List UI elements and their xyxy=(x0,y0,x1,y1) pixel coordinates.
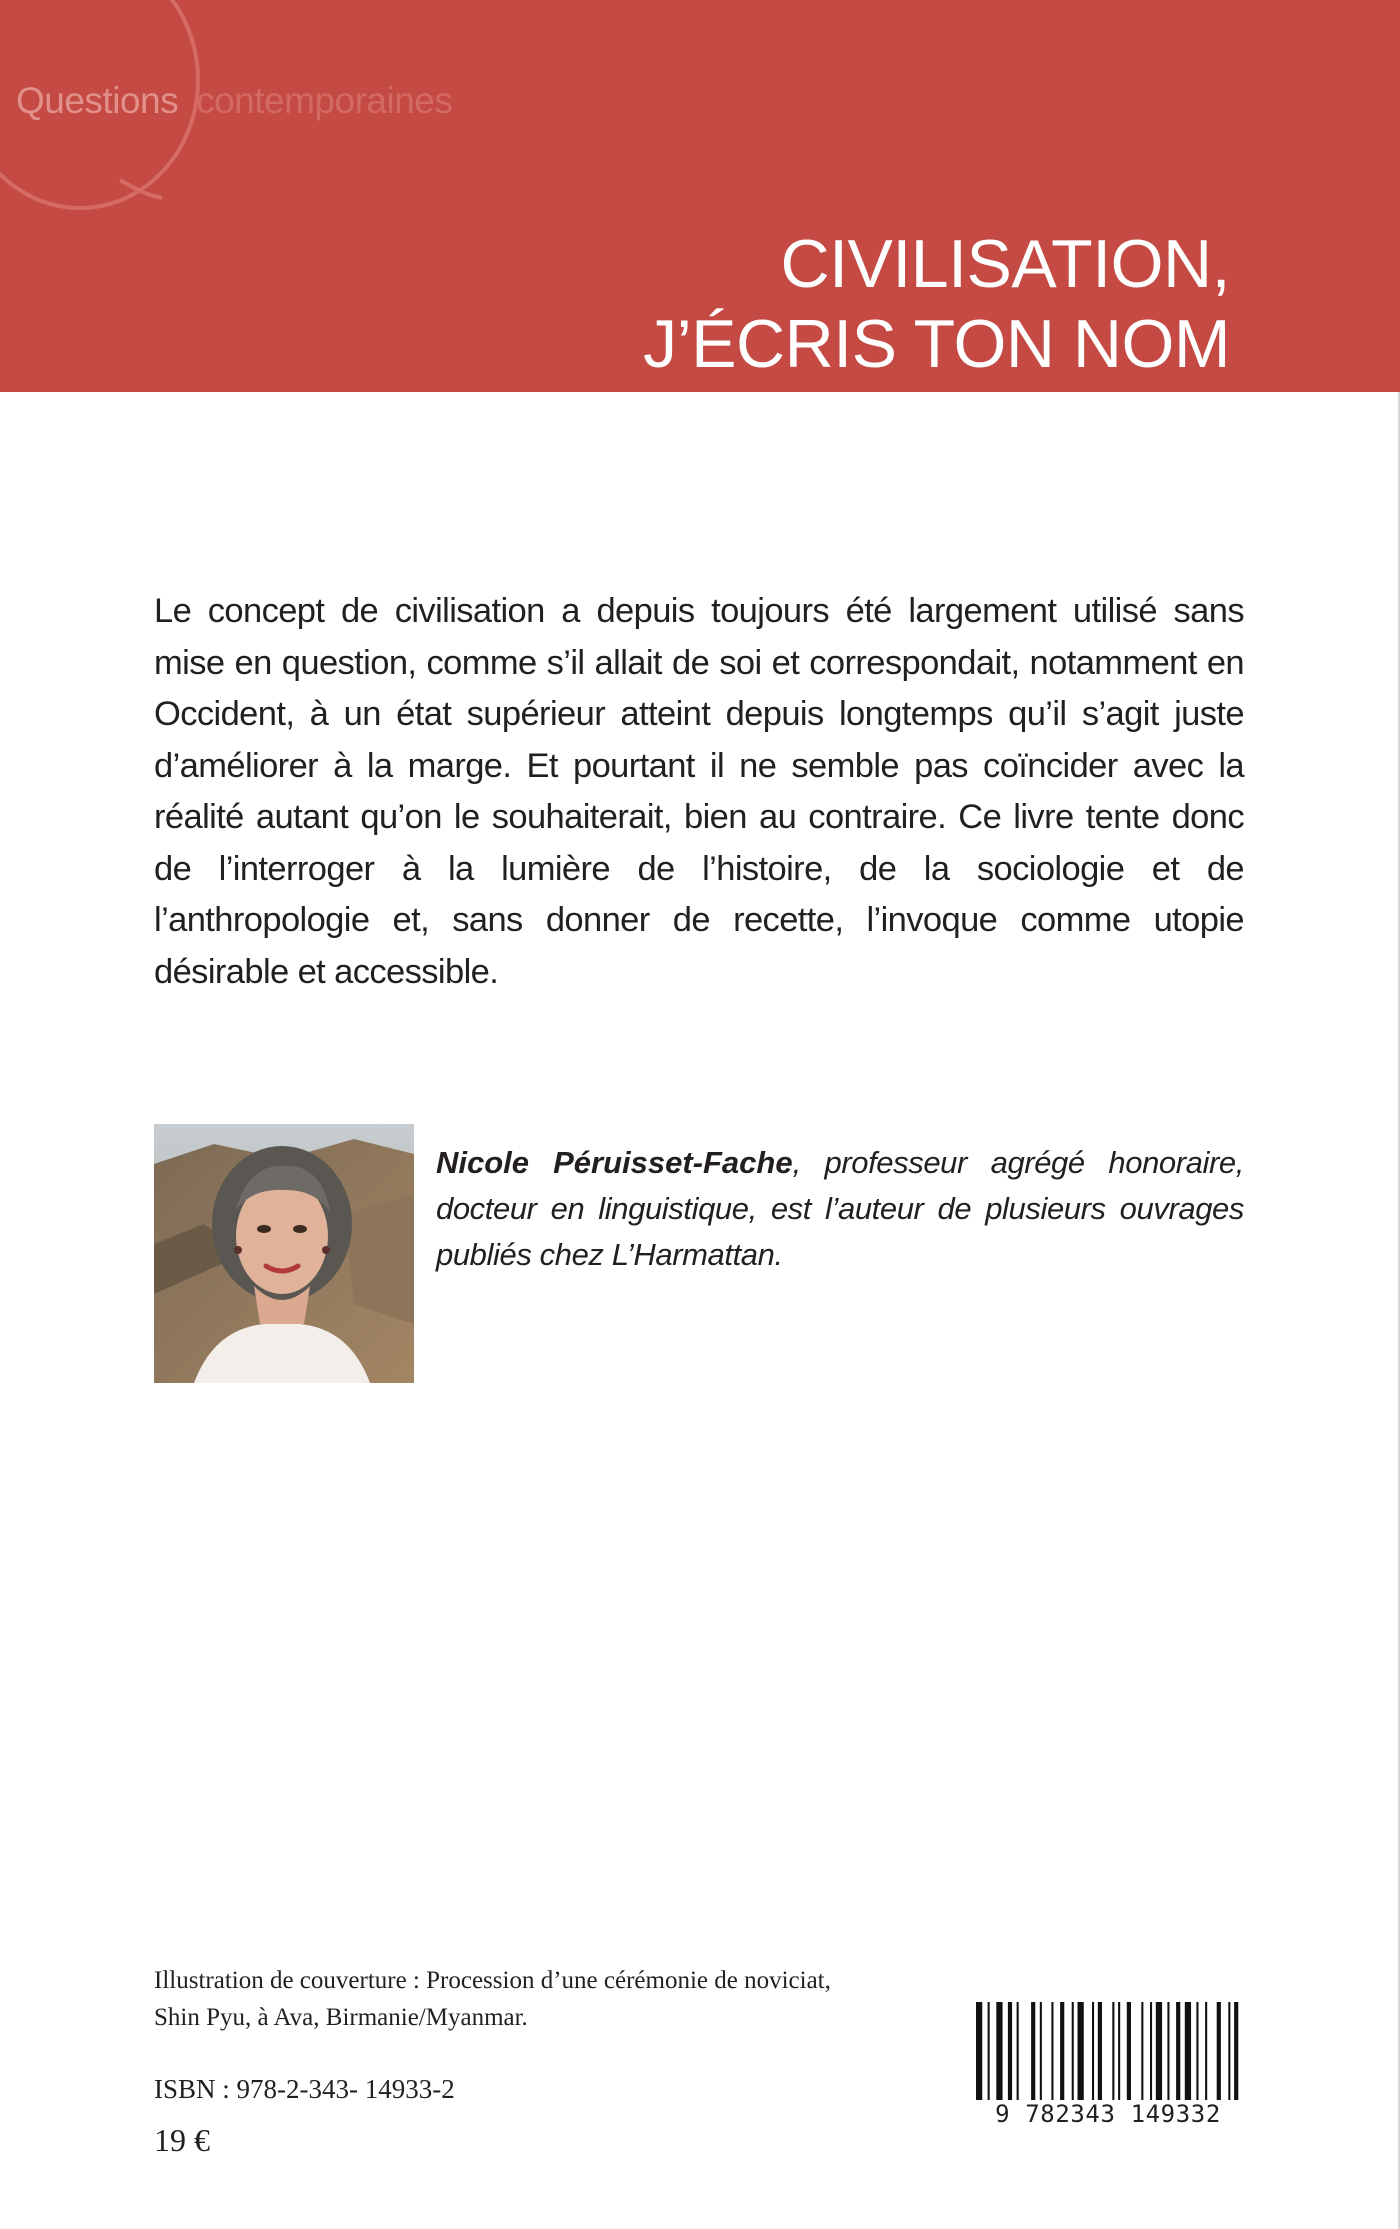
barcode-bar xyxy=(1167,2002,1169,2102)
barcode-bar xyxy=(1176,2002,1180,2102)
book-title-line-1: CIVILISATION, xyxy=(780,225,1230,302)
isbn: ISBN : 978-2-343- 14933-2 xyxy=(154,2074,455,2104)
barcode-bar xyxy=(1060,2002,1064,2102)
barcode-bar xyxy=(1031,2002,1035,2102)
barcode-bar xyxy=(1017,2002,1019,2102)
series-word-contemporaines: contemporaines xyxy=(196,80,453,121)
barcode-bar xyxy=(1196,2002,1198,2102)
author-bio-text: , professeur agrégé honoraire, docteur en linguistique, est l’auteur de plusieurs ouvrages publiés chez L’Harmattan. xyxy=(436,1145,1244,1272)
barcode-bar xyxy=(1127,2002,1131,2102)
cover-header-band xyxy=(0,0,1400,392)
credit-line-2: Shin Pyu, à Ava, Birmanie/Myanmar. xyxy=(154,2004,528,2031)
book-title-line-2: J’ÉCRIS TON NOM xyxy=(643,305,1230,382)
barcode-bar xyxy=(1078,2002,1084,2102)
barcode-bar xyxy=(1098,2002,1102,2102)
barcode-digits: 9 782343 149332 xyxy=(972,2100,1244,2128)
barcode-bar xyxy=(1072,2002,1074,2102)
barcode xyxy=(972,2002,1244,2127)
barcode-bar xyxy=(1008,2002,1012,2102)
barcode-bar xyxy=(1234,2002,1238,2102)
barcode-bar xyxy=(988,2002,990,2102)
barcode-bars-icon xyxy=(972,2002,1244,2102)
barcode-bar xyxy=(1051,2002,1053,2102)
credit-line-1: Illustration de couverture : Procession d’une cérémonie de noviciat, xyxy=(154,1967,831,1994)
author-bio xyxy=(436,1140,1244,1278)
barcode-bar xyxy=(976,2002,982,2102)
barcode-bar xyxy=(1118,2002,1120,2102)
author-portrait-icon xyxy=(154,1124,414,1383)
author-portrait-photo xyxy=(154,1124,414,1383)
barcode-bar xyxy=(1205,2002,1207,2102)
barcode-bar xyxy=(1185,2002,1191,2102)
barcode-bar xyxy=(1150,2002,1152,2102)
cover-illustration-credit xyxy=(154,1962,954,2036)
price: 19 € xyxy=(154,2122,210,2158)
series-word-questions: Questions xyxy=(16,80,179,121)
series-q-logo-icon xyxy=(0,0,230,250)
barcode-bar xyxy=(1092,2002,1094,2102)
series-name xyxy=(16,80,452,122)
barcode-bar xyxy=(996,2002,1002,2102)
barcode-bar xyxy=(1217,2002,1221,2102)
barcode-bar xyxy=(1141,2002,1143,2102)
barcode-bar xyxy=(1040,2002,1042,2102)
barcode-bar xyxy=(1156,2002,1162,2102)
back-cover-blurb: Le concept de civilisation a depuis toujours été largement utilisé sans mise en question, comme s’il allait de soi et correspondait, notamment en Occident, à un état supérieur atteint depuis longtemps qu’il s’agit juste d’améliorer à la marge. Et pourtant il ne semble pas coïncider avec la réalité autant qu’on le souhaiterait, bien au contraire. Ce livre tente donc de l’interroger à la lumière de l’histoire, de la sociologie et de l’anthropologie et, sans donner de recette, l’invoque comme utopie désirable et accessible. xyxy=(154,592,1244,991)
book-title xyxy=(643,224,1230,384)
author-name: Nicole Péruisset-Fache xyxy=(436,1145,793,1180)
barcode-bar xyxy=(1112,2002,1114,2102)
barcode-bar xyxy=(1228,2002,1230,2102)
